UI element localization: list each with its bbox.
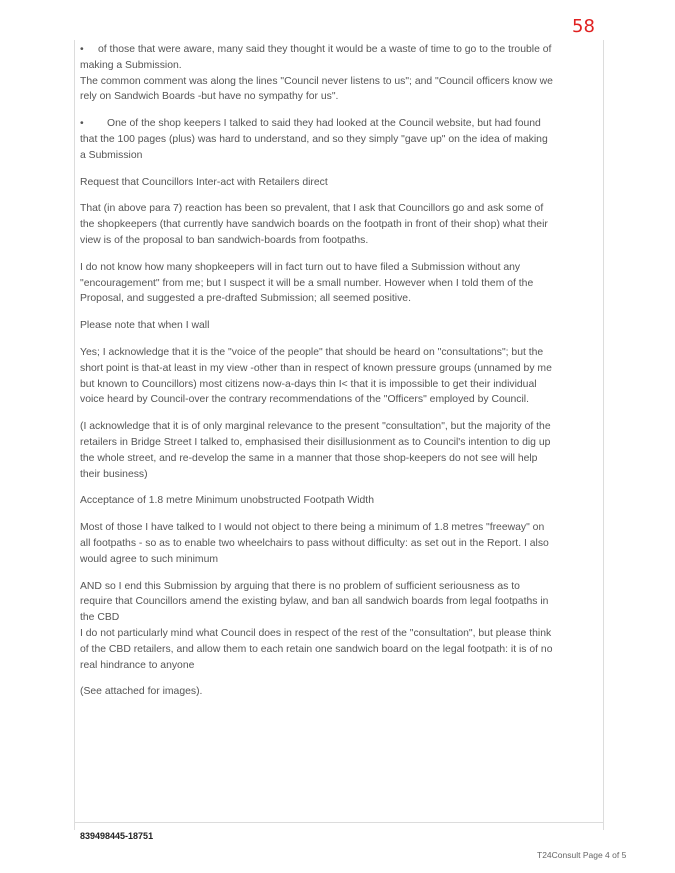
page-number: 58 <box>572 16 595 37</box>
bullet-marker: • <box>80 44 84 55</box>
frame-right-border <box>603 40 604 830</box>
submission-body <box>80 42 555 711</box>
paragraph <box>80 116 555 163</box>
paragraph-text: One of the shop keepers I talked to said they had looked at the Council website, but had found that the 100 pages (plus) was hard to understand, and so they simply "gave up" on the idea of making a Submission <box>80 118 548 161</box>
paragraph <box>80 684 555 700</box>
paragraph-text: I do not know how many shopkeepers will in fact turn out to have filed a Submission without any "encouragement" from me; but I suspect it will be a small number. However when I told them of the Proposal, and suggested a pre-drafted Submission; all seemed positive. <box>80 261 534 305</box>
page-footer-label: T24Consult Page 4 of 5 <box>537 850 627 860</box>
paragraph-text: The common comment was along the lines "Council never listens to us"; and "Council officers know we rely on Sandwich Boards -but have no sympathy for us". <box>80 75 553 103</box>
paragraph <box>80 201 555 248</box>
paragraph-text: Yes; I acknowledge that it is the "voice of the people" that should be heard on "consultations"; but the short point is that-at least in my view -other than in respect of known pressure groups (unnamed by me but known to Councillors) most citizens now-a-days thin I< that it is impossible to get their individual voice heard by Council-over the contrary recommendations of the "Officers" employed by Council. <box>80 346 552 406</box>
paragraph-text: AND so I end this Submission by arguing that there is no problem of sufficient seriousness as to require that Councillors amend the existing bylaw, and ban all sandwich boards from legal footpaths in the CBD <box>80 580 549 624</box>
paragraph <box>80 74 555 106</box>
paragraph-text: Acceptance of 1.8 metre Minimum unobstructed Footpath Width <box>80 495 374 507</box>
paragraph <box>80 318 555 334</box>
paragraph-text: Please note that when I wall <box>80 320 210 332</box>
paragraph-text: (See attached for images). <box>80 686 203 698</box>
document-id: 839498445-18751 <box>80 831 154 841</box>
paragraph <box>80 345 555 408</box>
paragraph <box>80 626 555 673</box>
section-heading <box>80 175 555 191</box>
paragraph-text: Request that Councillors Inter-act with Retailers direct <box>80 176 328 188</box>
paragraph <box>80 419 555 482</box>
paragraph-text: Most of those I have talked to I would not object to there being a minimum of 1.8 metres "freeway" on all footpaths - so as to enable two wheelchairs to pass without difficulty: as set out in the Report. I also would agree to such minimum <box>80 522 549 565</box>
paragraph <box>80 260 555 307</box>
frame-bottom-border <box>74 822 604 823</box>
paragraph-text: of those that were aware, many said they thought it would be a waste of time to go to the trouble of making a Submission. <box>80 44 552 71</box>
section-heading <box>80 493 555 509</box>
paragraph <box>80 42 555 74</box>
paragraph <box>80 579 555 626</box>
paragraph-text: (I acknowledge that it is of only marginal relevance to the present "consultation", but the majority of the retailers in Bridge Street I talked to, emphasised their disillusionment as to Council's intention to dig up the whole street, and re-develop the same in a manner that those shop-keepers do not see will help their business) <box>80 421 551 480</box>
frame-left-border <box>74 40 75 830</box>
paragraph-text: That (in above para 7) reaction has been so prevalent, that I ask that Councillors go and ask some of the shopkeepers (that currently have sandwich boards on the footpath in front of their shop) what their view is of the proposal to ban sandwich-boards from footpaths. <box>80 203 548 246</box>
paragraph-text: I do not particularly mind what Council does in respect of the rest of the "consultation", but please think of the CBD retailers, and allow them to each retain one sandwich board on the legal footpath: it is of no real hindrance to anyone <box>80 627 553 671</box>
paragraph <box>80 520 555 567</box>
bullet-marker: • <box>80 118 84 130</box>
